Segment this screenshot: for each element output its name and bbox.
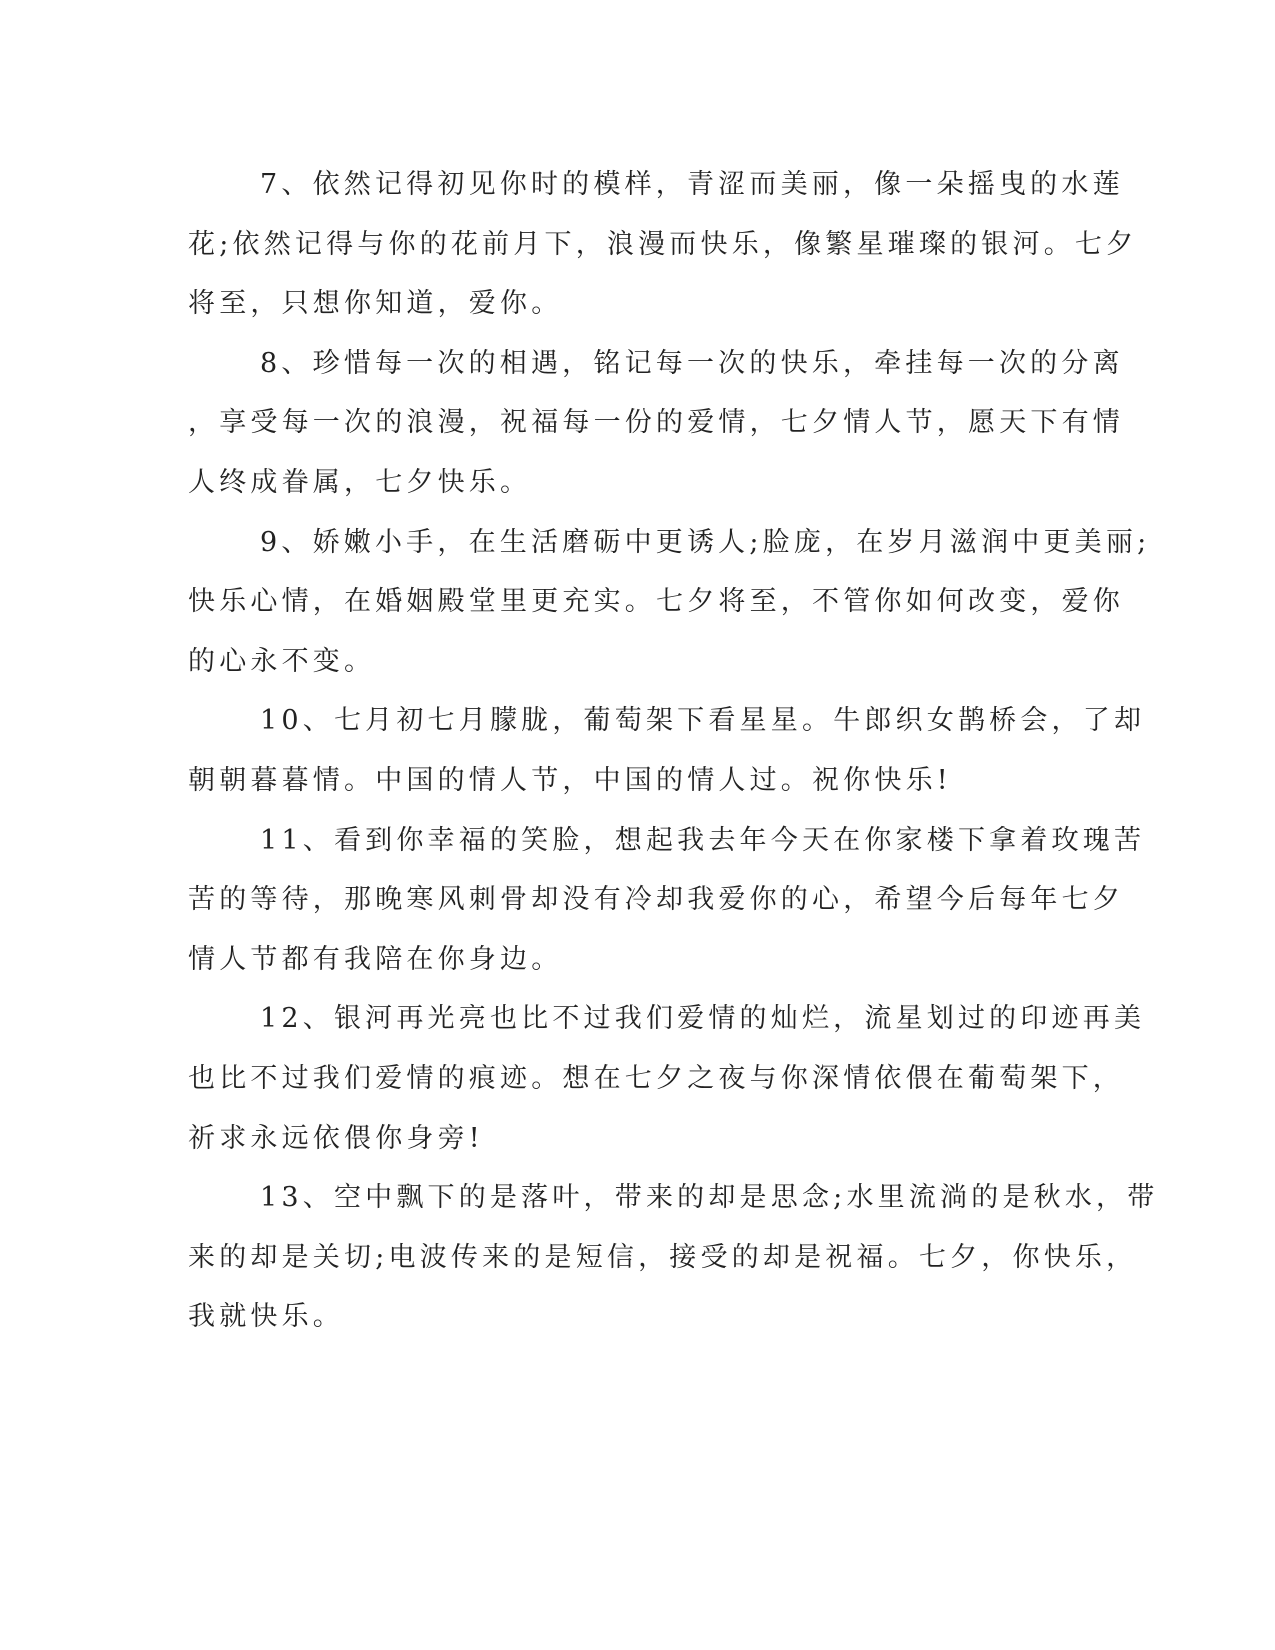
paragraph-12-line-2: 也比不过我们爱情的痕迹。想在七夕之夜与你深情依偎在葡萄架下， bbox=[188, 1062, 1124, 1094]
paragraph-13-line-2: 来的却是关切;电波传来的是短信，接受的却是祝福。七夕，你快乐， bbox=[188, 1241, 1138, 1273]
document-body bbox=[188, 155, 1159, 1347]
paragraph-12-line-3: 祈求永远依偎你身旁! bbox=[188, 1122, 484, 1154]
paragraph-12-line-1: 12、银河再光亮也比不过我们爱情的灿烂，流星划过的印迹再美 bbox=[260, 1003, 1146, 1035]
paragraph-11-line-2: 苦的等待，那晚寒风刺骨却没有冷却我爱你的心，希望今后每年七夕 bbox=[188, 884, 1124, 916]
paragraph-7-line-2: 花;依然记得与你的花前月下，浪漫而快乐，像繁星璀璨的银河。七夕 bbox=[188, 228, 1138, 260]
paragraph-9-line-2: 快乐心情，在婚姻殿堂里更充实。七夕将至，不管你如何改变，爱你 bbox=[188, 586, 1124, 618]
paragraph-7-line-3: 将至，只想你知道，爱你。 bbox=[188, 288, 563, 320]
paragraph-8-line-2: ，享受每一次的浪漫，祝福每一份的爱情，七夕情人节，愿天下有情 bbox=[188, 407, 1124, 439]
paragraph-8-line-3: 人终成眷属，七夕快乐。 bbox=[188, 466, 532, 498]
paragraph-9-line-3: 的心永不变。 bbox=[188, 645, 376, 677]
paragraph-9-line-1: 9、娇嫩小手，在生活磨砺中更诱人;脸庞，在岁月滋润中更美丽; bbox=[260, 526, 1151, 558]
paragraph-11-line-1: 11、看到你幸福的笑脸，想起我去年今天在你家楼下拿着玫瑰苦 bbox=[260, 824, 1146, 856]
paragraph-8-line-1: 8、珍惜每一次的相遇，铭记每一次的快乐，牵挂每一次的分离 bbox=[260, 347, 1124, 379]
paragraph-11-line-3: 情人节都有我陪在你身边。 bbox=[188, 943, 563, 975]
paragraph-10-line-2: 朝朝暮暮情。中国的情人节，中国的情人过。祝你快乐! bbox=[188, 764, 952, 796]
paragraph-7-line-1: 7、依然记得初见你时的模样，青涩而美丽，像一朵摇曳的水莲 bbox=[260, 169, 1124, 200]
paragraph-13-line-3: 我就快乐。 bbox=[188, 1301, 344, 1333]
paragraph-13-line-1: 13、空中飘下的是落叶，带来的却是思念;水里流淌的是秋水，带 bbox=[260, 1182, 1159, 1214]
paragraph-10-line-1: 10、七月初七月朦胧，葡萄架下看星星。牛郎织女鹊桥会，了却 bbox=[260, 705, 1146, 737]
